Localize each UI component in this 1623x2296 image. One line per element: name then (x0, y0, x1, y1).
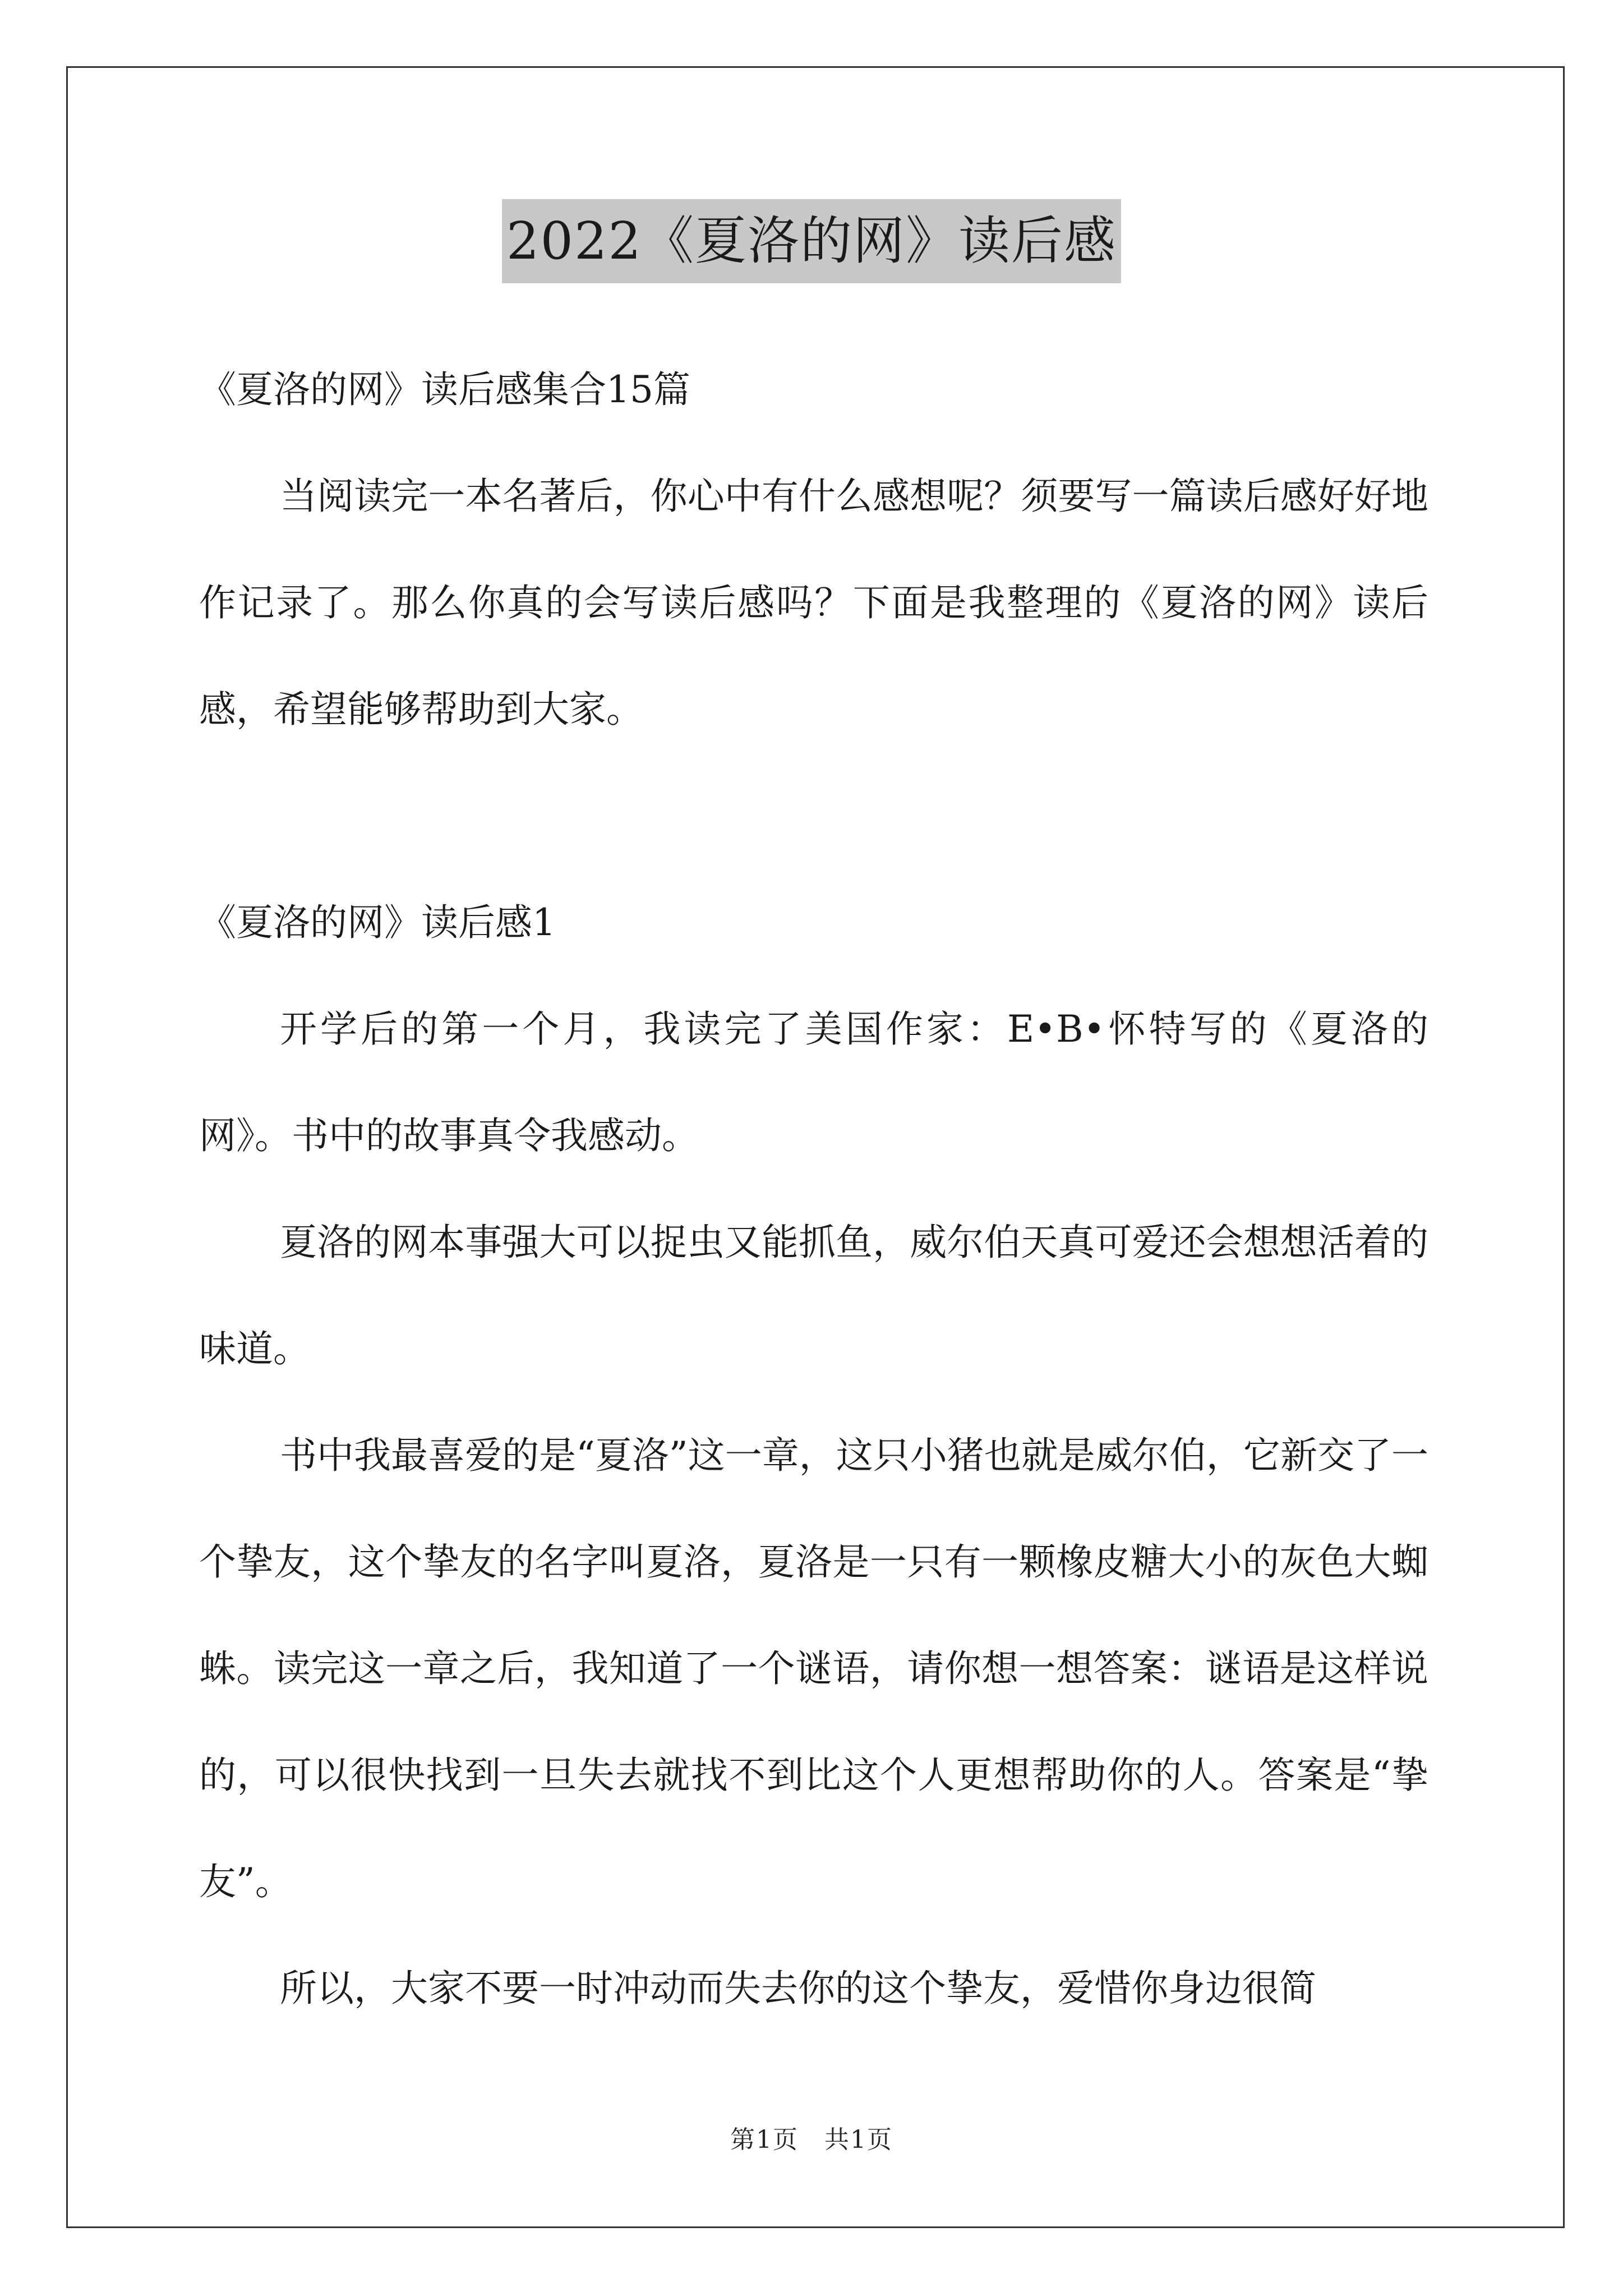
body-paragraph: 书中我最喜爱的是“夏洛”这一章，这只小猪也就是威尔伯，它新交了一个挚友，这个挚友的名字叫夏洛，夏洛是一只有一颗橡皮糖大小的灰色大蜘蛛。读完这一章之后，我知道了一个谜语，请你想一想答案：谜语是这样说的，可以很快找到一旦失去就找不到比这个人更想帮助你的人。答案是“挚友”。 (199, 1434, 1428, 1903)
body-paragraph: 开学后的第一个月，我读完了美国作家：E•B•怀特写的《夏洛的网》。书中的故事真令我感动。 (199, 1007, 1428, 1157)
body-paragraph: 所以，大家不要一时冲动而失去你的这个挚友，爱惜你身边很简 (280, 1967, 1316, 2010)
intro-paragraph: 当阅读完一本名著后，你心中有什么感想呢？须要写一篇读后感好好地作记录了。那么你真的会写读后感吗？下面是我整理的《夏洛的网》读后感，希望能够帮助到大家。 (199, 475, 1428, 731)
section-heading: 《夏洛的网》读后感1 (199, 901, 556, 944)
document-body (199, 337, 1428, 2042)
body-paragraph: 夏洛的网本事强大可以捉虫又能抓鱼，威尔伯天真可爱还会想想活着的味道。 (199, 1221, 1428, 1370)
section-spacer (199, 763, 1428, 869)
page-footer: 第1页 共1页 (730, 2125, 893, 2154)
collection-subtitle: 《夏洛的网》读后感集合15篇 (199, 368, 690, 411)
document-title: 2022《夏洛的网》读后感 (502, 199, 1121, 283)
title-container (0, 199, 1623, 283)
